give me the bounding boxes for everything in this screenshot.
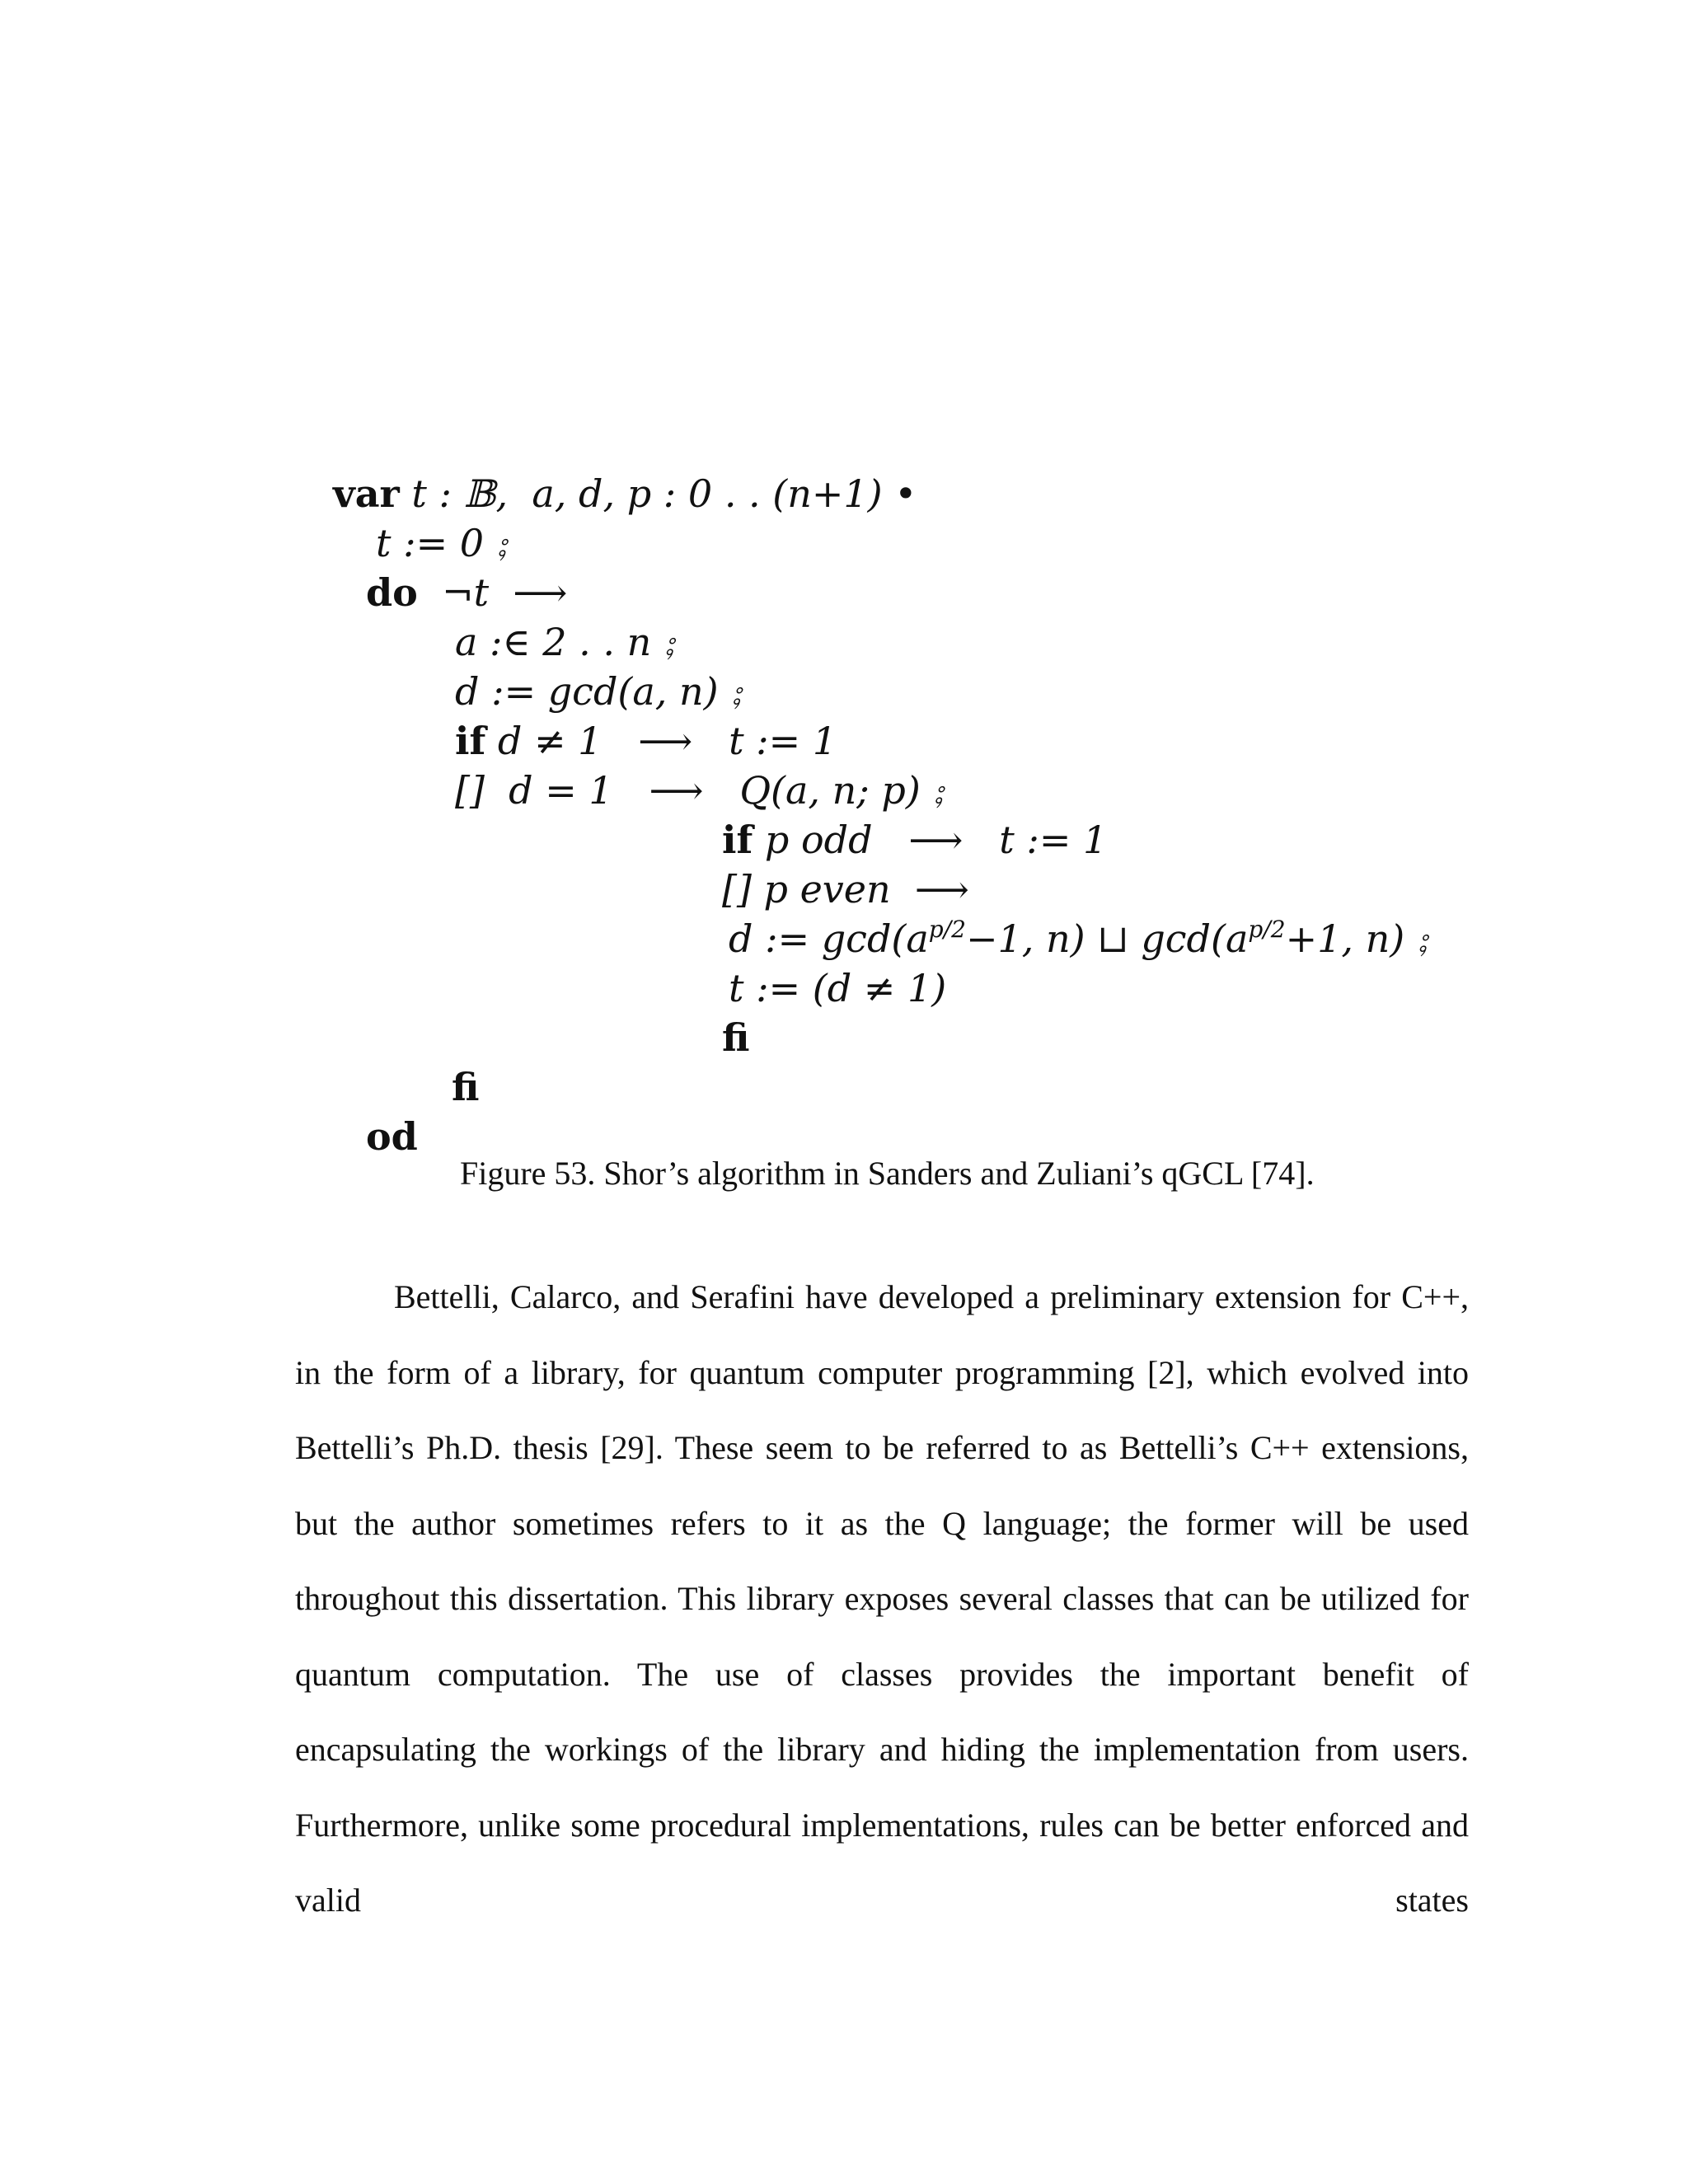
code-line-init (376, 520, 507, 566)
code-line-fi-outer (452, 1064, 479, 1110)
code-text: p odd ⟶ t := 1 (753, 818, 1108, 862)
code-text: t : 𝔹, a, d, p : 0 . . (n+1) • (399, 471, 917, 516)
keyword-od: od (366, 1114, 418, 1159)
keyword-if: if (455, 719, 486, 763)
code-text: t := (d ≠ 1) (729, 966, 947, 1010)
exponent: p/2 (1248, 916, 1286, 943)
code-line-choose-a (455, 619, 675, 665)
code-line-if-outer (455, 718, 837, 764)
code-text: d := gcd(a, n) ⨟ (455, 669, 742, 714)
body-text (295, 1259, 1469, 1938)
code-line-if-inner (722, 817, 1107, 863)
code-line-do (366, 569, 567, 616)
code-text: a :∈ 2 . . n ⨟ (455, 620, 675, 664)
paragraph: Bettelli, Calarco, and Serafini have developed a preliminary extension for C++, in the form of a library, for quantum computer programming [2], which evolved into Bettelli’s Ph.D. thesis [29]. These seem to be referred to as Bettelli’s C++ extensions, but the author sometimes refers to it as the Q language; the former will be used throughout this dissertation. This library exposes several classes that can be utilized for quantum computation. The use of classes provides the important benefit of encapsulating the workings of the library and hiding the implementation from users. Furthermore, unlike some procedural implementations, rules can be better enforced and valid states (295, 1278, 1469, 1919)
code-line-else-outer (455, 767, 944, 813)
code-text: ¬t ⟶ (417, 570, 568, 615)
code-line-od (366, 1113, 418, 1160)
code-line-else-inner (722, 866, 969, 912)
keyword-fi: fi (452, 1065, 480, 1109)
code-text: [] p even ⟶ (722, 867, 969, 912)
code-line-assign-t (729, 965, 946, 1011)
keyword-if: if (722, 818, 753, 862)
code-line-fi-inner (722, 1015, 749, 1061)
code-line-var-decl (333, 471, 917, 517)
keyword-var: var (333, 471, 400, 516)
code-text: [] d = 1 ⟶ Q(a, n; p) ⨟ (455, 768, 945, 813)
code-line-gcd (455, 668, 742, 715)
exponent: p/2 (928, 916, 966, 943)
keyword-do: do (366, 570, 418, 615)
figure-caption: Figure 53. Shor’s algorithm in Sanders and Zuliani’s qGCL [74]. (460, 1155, 1315, 1192)
code-text: d := $\gcd(a^{p/2}-1$, n) ⊔ $\gcd(a^{p/2}+1$, n) ⨟ (729, 916, 1428, 961)
keyword-fi: fi (722, 1015, 750, 1060)
code-text: t := 0 ⨟ (376, 521, 508, 565)
code-line-gcd-factor (729, 916, 1428, 962)
code-text: d ≠ 1 ⟶ t := 1 (485, 719, 837, 763)
